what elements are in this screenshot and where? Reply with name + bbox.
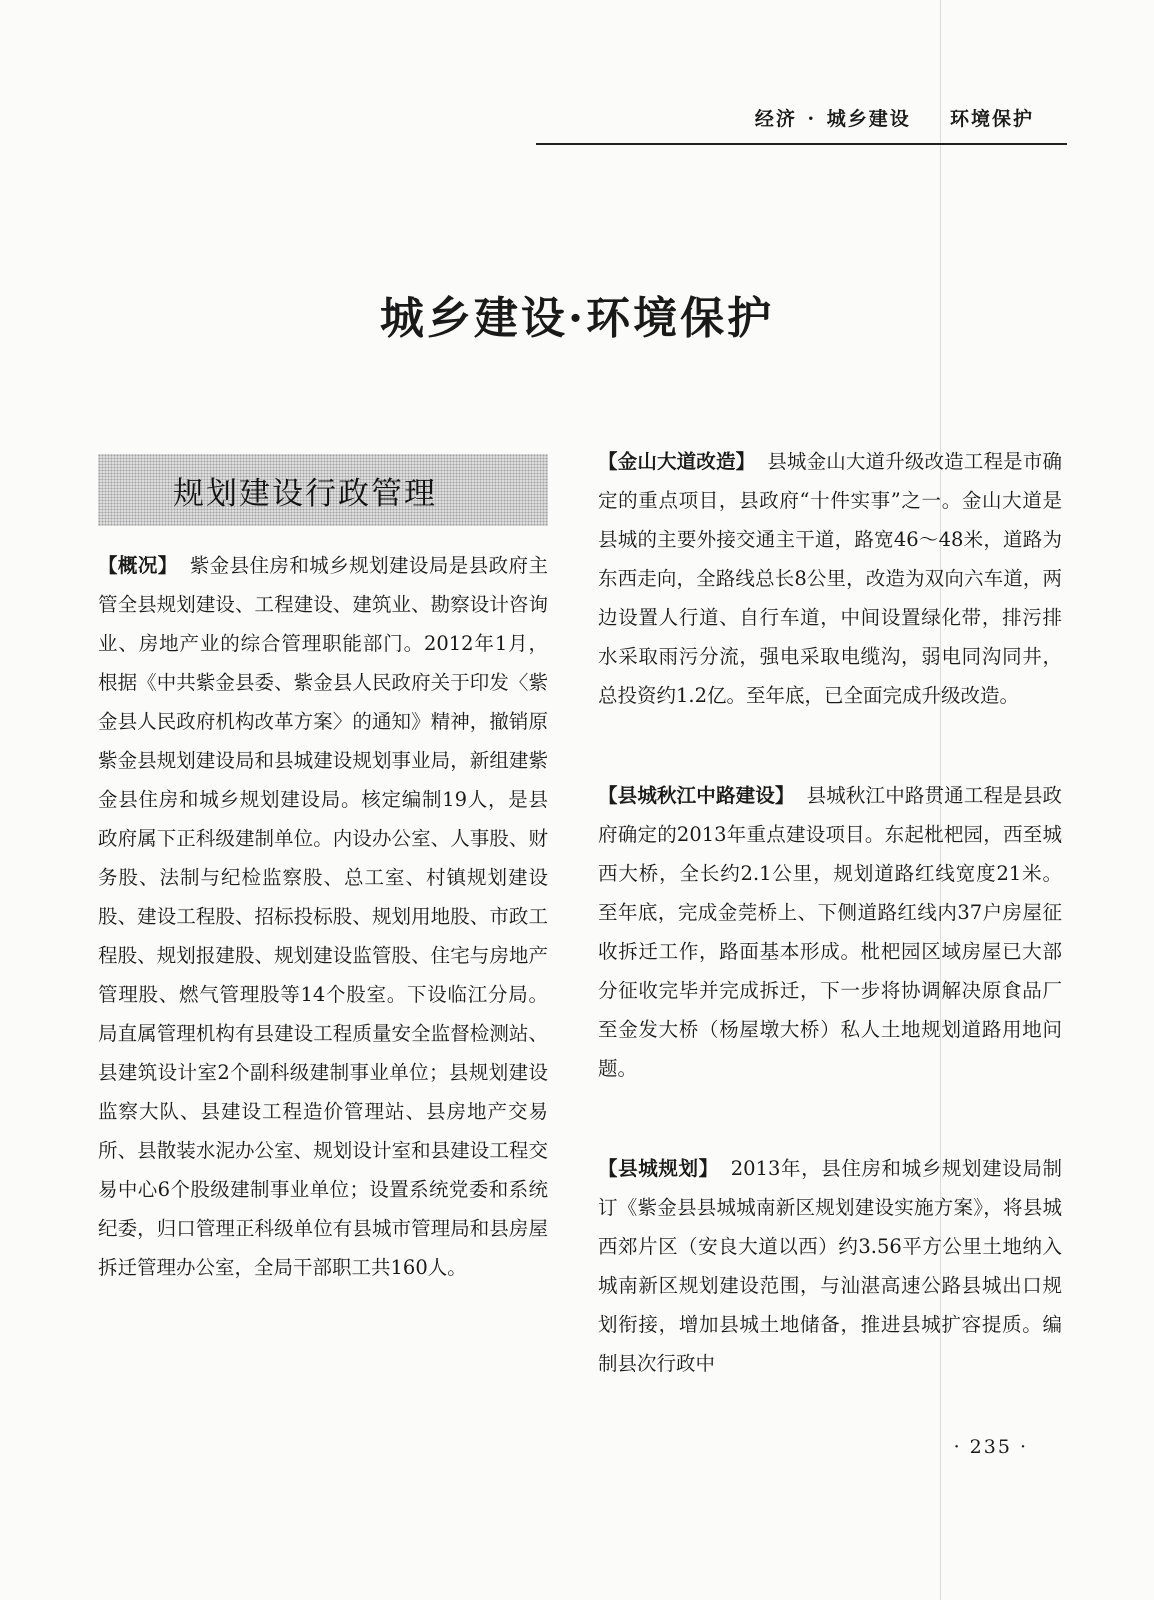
chapter-title: 城乡建设·环境保护 [379, 293, 775, 344]
paragraph-jinshan-avenue [598, 442, 1062, 715]
paragraph-tag: 【金山大道改造】 [598, 450, 756, 473]
right-column [598, 442, 1062, 1383]
paragraph-text: 县城秋江中路贯通工程是县政府确定的2013年重点建设项目。东起枇杷园，西至城西大桥，全长约2.1公里，规划道路红线宽度21米。至年底，完成金莞桥上、下侧道路红线内37户房屋征收拆迁工作，路面基本形成。枇杷园区域房屋已大部分征收完毕并完成拆迁，下一步将协调解决原食品厂至金发大桥（杨屋墩大桥）私人土地规划道路用地问题。 [598, 784, 1062, 1080]
header-rule [536, 143, 1067, 145]
paragraph-text: 紫金县住房和城乡规划建设局是县政府主管全县规划建设、工程建设、建筑业、勘察设计咨询业、房地产业的综合管理职能部门。2012年1月，根据《中共紫金县委、紫金县人民政府关于印发〈紫金县人民政府机构改革方案〉的通知》精神，撤销原紫金县规划建设局和县城建设规划事业局，新组建紫金县住房和城乡规划建设局。核定编制19人，是县政府属下正科级建制单位。内设办公室、人事股、财务股、法制与纪检监察股、总工室、村镇规划建设股、建设工程股、招标投标股、规划用地股、市政工程股、规划报建股、规划建设监管股、住宅与房地产管理股、燃气管理股等14个股室。下设临江分局。局直属管理机构有县建设工程质量安全监督检测站、县建筑设计室2个副科级建制事业单位；县规划建设监察大队、县建设工程造价管理站、县房地产交易所、县散装水泥办公室、规划设计室和县建设工程交易中心6个股级建制事业单位；设置系统党委和系统纪委，归口管理正科级单位有县城市管理局和县房屋拆迁管理办公室，全局干部职工共160人。 [98, 554, 548, 1279]
running-head-economy: 经济 [754, 108, 797, 130]
running-head-urban-rural: 城乡建设 [826, 108, 911, 130]
running-head-environment: 环境保护 [949, 108, 1034, 130]
left-column [98, 546, 548, 1287]
paragraph-tag: 【概况】 [98, 554, 178, 577]
paragraph-overview [98, 546, 548, 1287]
paragraph-tag: 【县城规划】 [598, 1157, 719, 1180]
page-number: · 235 · [953, 1436, 1028, 1458]
section-title: 规划建设行政管理 [173, 475, 437, 512]
running-head [755, 104, 1034, 131]
section-title-box [98, 454, 548, 526]
paragraph-text: 2013年，县住房和城乡规划建设局制订《紫金县县城城南新区规划建设实施方案》，将县城西郊片区（安良大道以西）约3.56平方公里土地纳入城南新区规划建设范围，与汕湛高速公路县城出口规划衔接，增加县城土地储备，推进县城扩容提质。编制县次行政中 [598, 1157, 1062, 1375]
paragraph-qiujiang-road [598, 776, 1062, 1088]
paragraph-text: 县城金山大道升级改造工程是市确定的重点项目，县政府“十件实事”之一。金山大道是县城的主要外接交通主干道，路宽46～48米，道路为东西走向，全路线总长8公里，改造为双向六车道，两边设置人行道、自行车道，中间设置绿化带，排污排水采取雨污分流，强电采取电缆沟，弱电同沟同井，总投资约1.2亿。至年底，已全面完成升级改造。 [598, 450, 1062, 707]
running-head-separator: · [807, 108, 817, 130]
paragraph-county-planning [598, 1149, 1062, 1383]
paragraph-tag: 【县城秋江中路建设】 [598, 784, 795, 807]
